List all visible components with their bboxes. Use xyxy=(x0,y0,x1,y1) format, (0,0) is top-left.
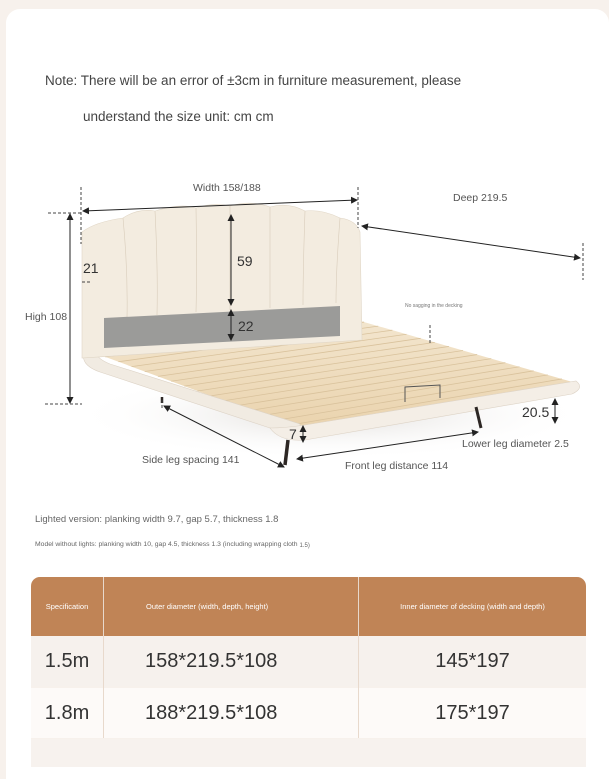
lighted-version-spec: Lighted version: planking width 9.7, gap 5.7, thickness 1.8 xyxy=(35,514,279,525)
high-label: High 108 xyxy=(25,311,68,323)
header-inner-diameter: Inner diameter of decking (width and depth) xyxy=(400,602,545,611)
table-row-empty xyxy=(31,739,586,767)
column-divider xyxy=(103,577,104,738)
cell-outer: 188*219.5*108 xyxy=(145,701,278,724)
no-lights-spec-sub: 1.5) xyxy=(299,543,310,549)
headboard-height-label: 59 xyxy=(237,253,253,269)
cell-outer: 158*219.5*108 xyxy=(145,650,278,672)
table-row xyxy=(31,688,586,738)
size-table xyxy=(31,577,586,767)
headboard xyxy=(82,203,362,358)
headboard-thickness-label: 21 xyxy=(83,260,99,276)
frame-height-label: 20.5 xyxy=(522,404,550,420)
size-unit-note: understand the size unit: cm cm xyxy=(83,109,274,124)
cell-spec: 1.5m xyxy=(44,650,90,672)
table-row xyxy=(31,637,586,686)
cell-spec: 1.8m xyxy=(44,701,90,724)
table-header xyxy=(31,577,586,636)
header-outer-diameter: Outer diameter (width, depth, height) xyxy=(146,602,269,611)
header-specification: Specification xyxy=(45,602,89,611)
deep-label: Deep 219.5 xyxy=(453,192,508,204)
measurement-note: Note: There will be an error of ±3cm in furniture measurement, please xyxy=(45,73,462,88)
front-leg-distance-label: Front leg distance 114 xyxy=(345,460,449,472)
column-divider xyxy=(358,577,359,738)
no-sagging-label: No sagging in the decking xyxy=(405,303,463,309)
no-lights-spec xyxy=(35,541,310,549)
cell-inner: 145*197 xyxy=(435,650,510,672)
bed-dimension-diagram xyxy=(0,170,609,490)
deep-dimension-line xyxy=(362,226,580,258)
lower-leg-diameter-label: Lower leg diameter 2.5 xyxy=(462,438,569,450)
leg-clearance-label: 7 xyxy=(289,426,297,442)
panel-height-label: 22 xyxy=(238,318,254,334)
cell-inner: 175*197 xyxy=(435,701,510,724)
width-label: Width 158/188 xyxy=(193,182,261,194)
side-leg-spacing-label: Side leg spacing 141 xyxy=(142,454,240,466)
no-lights-spec-text: Model without lights: planking width 10, gap 4.5, thickness 1.3 (including wrapping cloth xyxy=(35,541,298,548)
